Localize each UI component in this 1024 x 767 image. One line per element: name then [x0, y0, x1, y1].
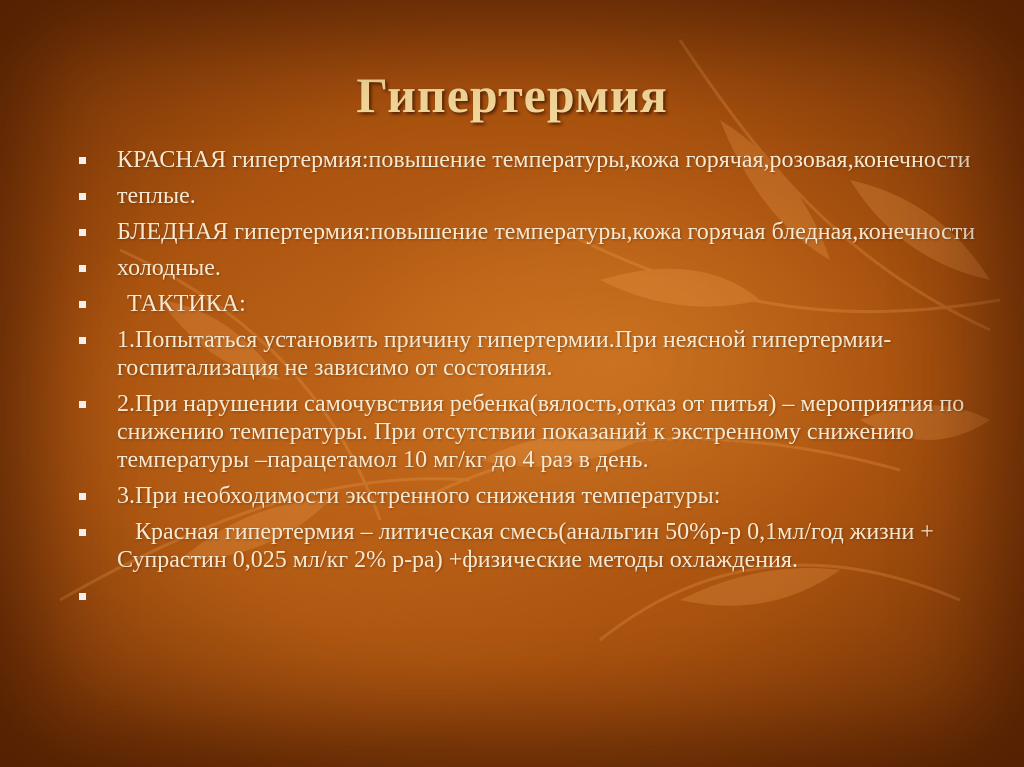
slide-title: Гипертермия [356, 67, 668, 123]
bullet-square-icon [79, 193, 86, 200]
bullet-square-icon [79, 157, 86, 164]
list-item: 1.Попытаться установить причину гипертермии.При неясной гипертермии-госпитализация не зависимо от состояния. [76, 326, 981, 382]
list-item: БЛЕДНАЯ гипертермия:повышение температуры,кожа горячая бледная,конечности [76, 218, 981, 246]
bullet-square-icon [79, 493, 86, 500]
list-item: 2.При нарушении самочувствия ребенка(вялость,отказ от питья) – мероприятия по снижению температуры. При отсутствии показаний к экстренному снижению температуры –парацетамол 10 мг/кг до 4 раз в день. [76, 390, 981, 474]
bullet-square-icon [79, 593, 86, 600]
bullet-square-icon [79, 337, 86, 344]
bullet-square-icon [79, 265, 86, 272]
list-item: Красная гипертермия – литическая смесь(анальгин 50%р-р 0,1мл/год жизни + Супрастин 0,025 мл/кг 2% р-ра) +физические методы охлаждения. [76, 518, 981, 574]
list-item: КРАСНАЯ гипертермия:повышение температуры,кожа горячая,розовая,конечности [76, 146, 981, 174]
list-item: 3.При необходимости экстренного снижения температуры: [76, 482, 981, 510]
bullet-square-icon [79, 229, 86, 236]
bullet-square-icon [79, 301, 86, 308]
list-item: холодные. [76, 254, 981, 282]
bullet-square-icon [79, 529, 86, 536]
bullet-list [76, 146, 981, 618]
bullet-square-icon [79, 401, 86, 408]
list-item: ТАКТИКА: [76, 290, 981, 318]
list-item: теплые. [76, 182, 981, 210]
list-item [76, 582, 981, 610]
